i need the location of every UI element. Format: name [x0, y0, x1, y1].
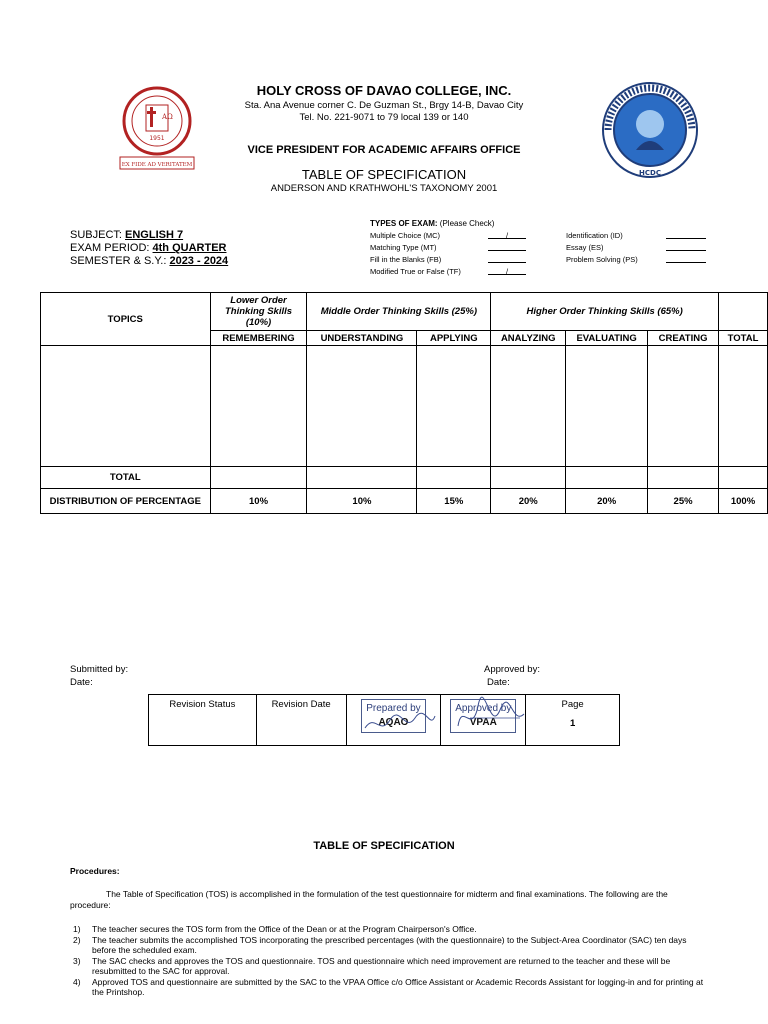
table-row [41, 346, 768, 467]
subject-value: ENGLISH 7 [125, 229, 184, 241]
dist-understanding: 10% [307, 489, 417, 514]
procedures-intro: The Table of Specification (TOS) is accomplished in the formulation of the test questionnaire for midterm and final examinations. The following are the procedure: [70, 889, 668, 910]
prepared-by-code: AQAO [378, 717, 409, 728]
guild-seal-text: HCDC [639, 169, 661, 177]
total-understanding[interactable] [307, 467, 417, 489]
distribution-row [41, 489, 768, 514]
lower-order-header: Lower Order Thinking Skills (10%) [210, 293, 307, 331]
submitted-by-label: Submitted by: [70, 664, 129, 675]
col-applying: APPLYING [417, 331, 491, 346]
approved-by-label: Approved by: [484, 664, 540, 675]
col-total: TOTAL [719, 331, 768, 346]
seal-letters: AΩ [162, 113, 173, 121]
college-seal [112, 85, 202, 173]
subject-line: SUBJECT: ENGLISH 7 [70, 229, 184, 241]
exam-type-tf-check[interactable]: / [488, 267, 526, 276]
exam-type-ps: Problem Solving (PS) [566, 255, 638, 264]
topics-cell[interactable] [41, 346, 211, 467]
exam-period-value: 4th QUARTER [152, 242, 227, 254]
exam-type-mc-check[interactable]: / [488, 231, 526, 240]
exam-type-mt-check[interactable] [488, 243, 526, 253]
total-applying[interactable] [417, 467, 491, 489]
semester-value: 2023 - 2024 [169, 255, 229, 267]
total-header-blank [719, 293, 768, 331]
col-creating: CREATING [648, 331, 719, 346]
approved-date-label: Date: [487, 677, 510, 688]
dist-remembering: 10% [210, 489, 307, 514]
middle-order-header: Middle Order Thinking Skills (25%) [307, 293, 491, 331]
exam-type-tf: Modified True or False (TF) [370, 267, 461, 276]
prepared-signature-scribble [360, 708, 440, 738]
page-label: Page [561, 699, 584, 710]
table-header-row [41, 293, 768, 331]
list-item: 3) The SAC checks and approves the TOS and questionnaire. TOS and questionnaire which need improvement are returned to the teacher and these will be resubmitted to the SAC for approval. [73, 955, 671, 976]
remembering-cell[interactable] [210, 346, 307, 467]
exam-type-fb-check[interactable] [488, 255, 526, 265]
college-address: Sta. Ana Avenue corner C. De Guzman St., Brgy 14-B, Davao City [244, 100, 524, 111]
evaluating-cell[interactable] [566, 346, 648, 467]
exam-type-id-check[interactable] [666, 231, 706, 241]
document-subtitle: ANDERSON AND KRATHWOHL'S TAXONOMY 2001 [270, 183, 498, 194]
analyzing-cell[interactable] [491, 346, 566, 467]
topics-header: TOPICS [41, 293, 211, 346]
office-name: VICE PRESIDENT FOR ACADEMIC AFFAIRS OFFICE [247, 144, 521, 156]
semester-line: SEMESTER & S.Y.: 2023 - 2024 [70, 255, 229, 267]
dist-creating: 25% [648, 489, 719, 514]
submitted-date-label: Date: [70, 677, 93, 688]
approved-by-code: VPAA [469, 717, 497, 728]
col-remembering: REMEMBERING [210, 331, 307, 346]
prepared-by-stamp: Prepared by AQAO [361, 699, 425, 733]
page-cell [526, 695, 620, 746]
exam-type-ps-check[interactable] [666, 255, 706, 265]
total-total[interactable] [719, 467, 768, 489]
tos-table [40, 292, 768, 514]
col-evaluating: EVALUATING [566, 331, 648, 346]
seal-motto: EX FIDE AD VERITATEM [121, 162, 193, 168]
total-cell[interactable] [719, 346, 768, 467]
exam-type-fb: Fill in the Blanks (FB) [370, 255, 442, 264]
list-item: 4) Approved TOS and questionnaire are submitted by the SAC to the VPAA Office c/o Office Assistant or Academic Records Assistant for logging-in and for printing at the Printshop. [73, 976, 704, 997]
procedures-title: TABLE OF SPECIFICATION [313, 840, 455, 852]
college-name: HOLY CROSS OF DAVAO COLLEGE, INC. [256, 83, 512, 98]
procedures-label: Procedures: [70, 866, 120, 876]
approved-by-stamp: Approved by VPAA [450, 699, 516, 733]
creating-cell[interactable] [648, 346, 719, 467]
list-item: 1) The teacher secures the TOS form from the Office of the Dean or at the Program Chairperson's Office. [73, 924, 477, 934]
dist-evaluating: 20% [566, 489, 648, 514]
procedures-list [70, 924, 705, 998]
page-number: 1 [569, 718, 576, 729]
dist-applying: 15% [417, 489, 491, 514]
dist-analyzing: 20% [491, 489, 566, 514]
total-remembering[interactable] [210, 467, 307, 489]
dist-total: 100% [719, 489, 768, 514]
approved-signature-scribble [450, 696, 530, 740]
exam-period-line: EXAM PERIOD: 4th QUARTER [70, 242, 227, 254]
total-row-label: TOTAL [41, 467, 211, 489]
exam-type-mt: Matching Type (MT) [370, 243, 437, 252]
exam-type-es: Essay (ES) [566, 243, 604, 252]
distribution-label: DISTRIBUTION OF PERCENTAGE [41, 489, 211, 514]
total-creating[interactable] [648, 467, 719, 489]
higher-order-header: Higher Order Thinking Skills (65%) [491, 293, 719, 331]
exam-type-mc: Multiple Choice (MC) [370, 231, 441, 240]
total-evaluating[interactable] [566, 467, 648, 489]
college-tel: Tel. No. 221-9071 to 79 local 139 or 140 [299, 112, 469, 123]
list-item: 2) The teacher submits the accomplished TOS incorporating the prescribed percentages (with the questionnaire) to the Subject-Area Coordinator (SAC) ten days before the scheduled exam. [73, 934, 687, 955]
total-row [41, 467, 768, 489]
document-title: TABLE OF SPECIFICATION [301, 167, 467, 182]
exam-type-id: Identification (ID) [566, 231, 623, 240]
seal-year: 1951 [149, 135, 165, 142]
applying-cell[interactable] [417, 346, 491, 467]
revision-date-label: Revision Date [256, 695, 346, 746]
col-analyzing: ANALYZING [491, 331, 566, 346]
total-analyzing[interactable] [491, 467, 566, 489]
exam-type-es-check[interactable] [666, 243, 706, 253]
revision-status-label: Revision Status [149, 695, 257, 746]
understanding-cell[interactable] [307, 346, 417, 467]
exam-types-title: TYPES OF EXAM: (Please Check) [370, 219, 495, 228]
col-understanding: UNDERSTANDING [307, 331, 417, 346]
